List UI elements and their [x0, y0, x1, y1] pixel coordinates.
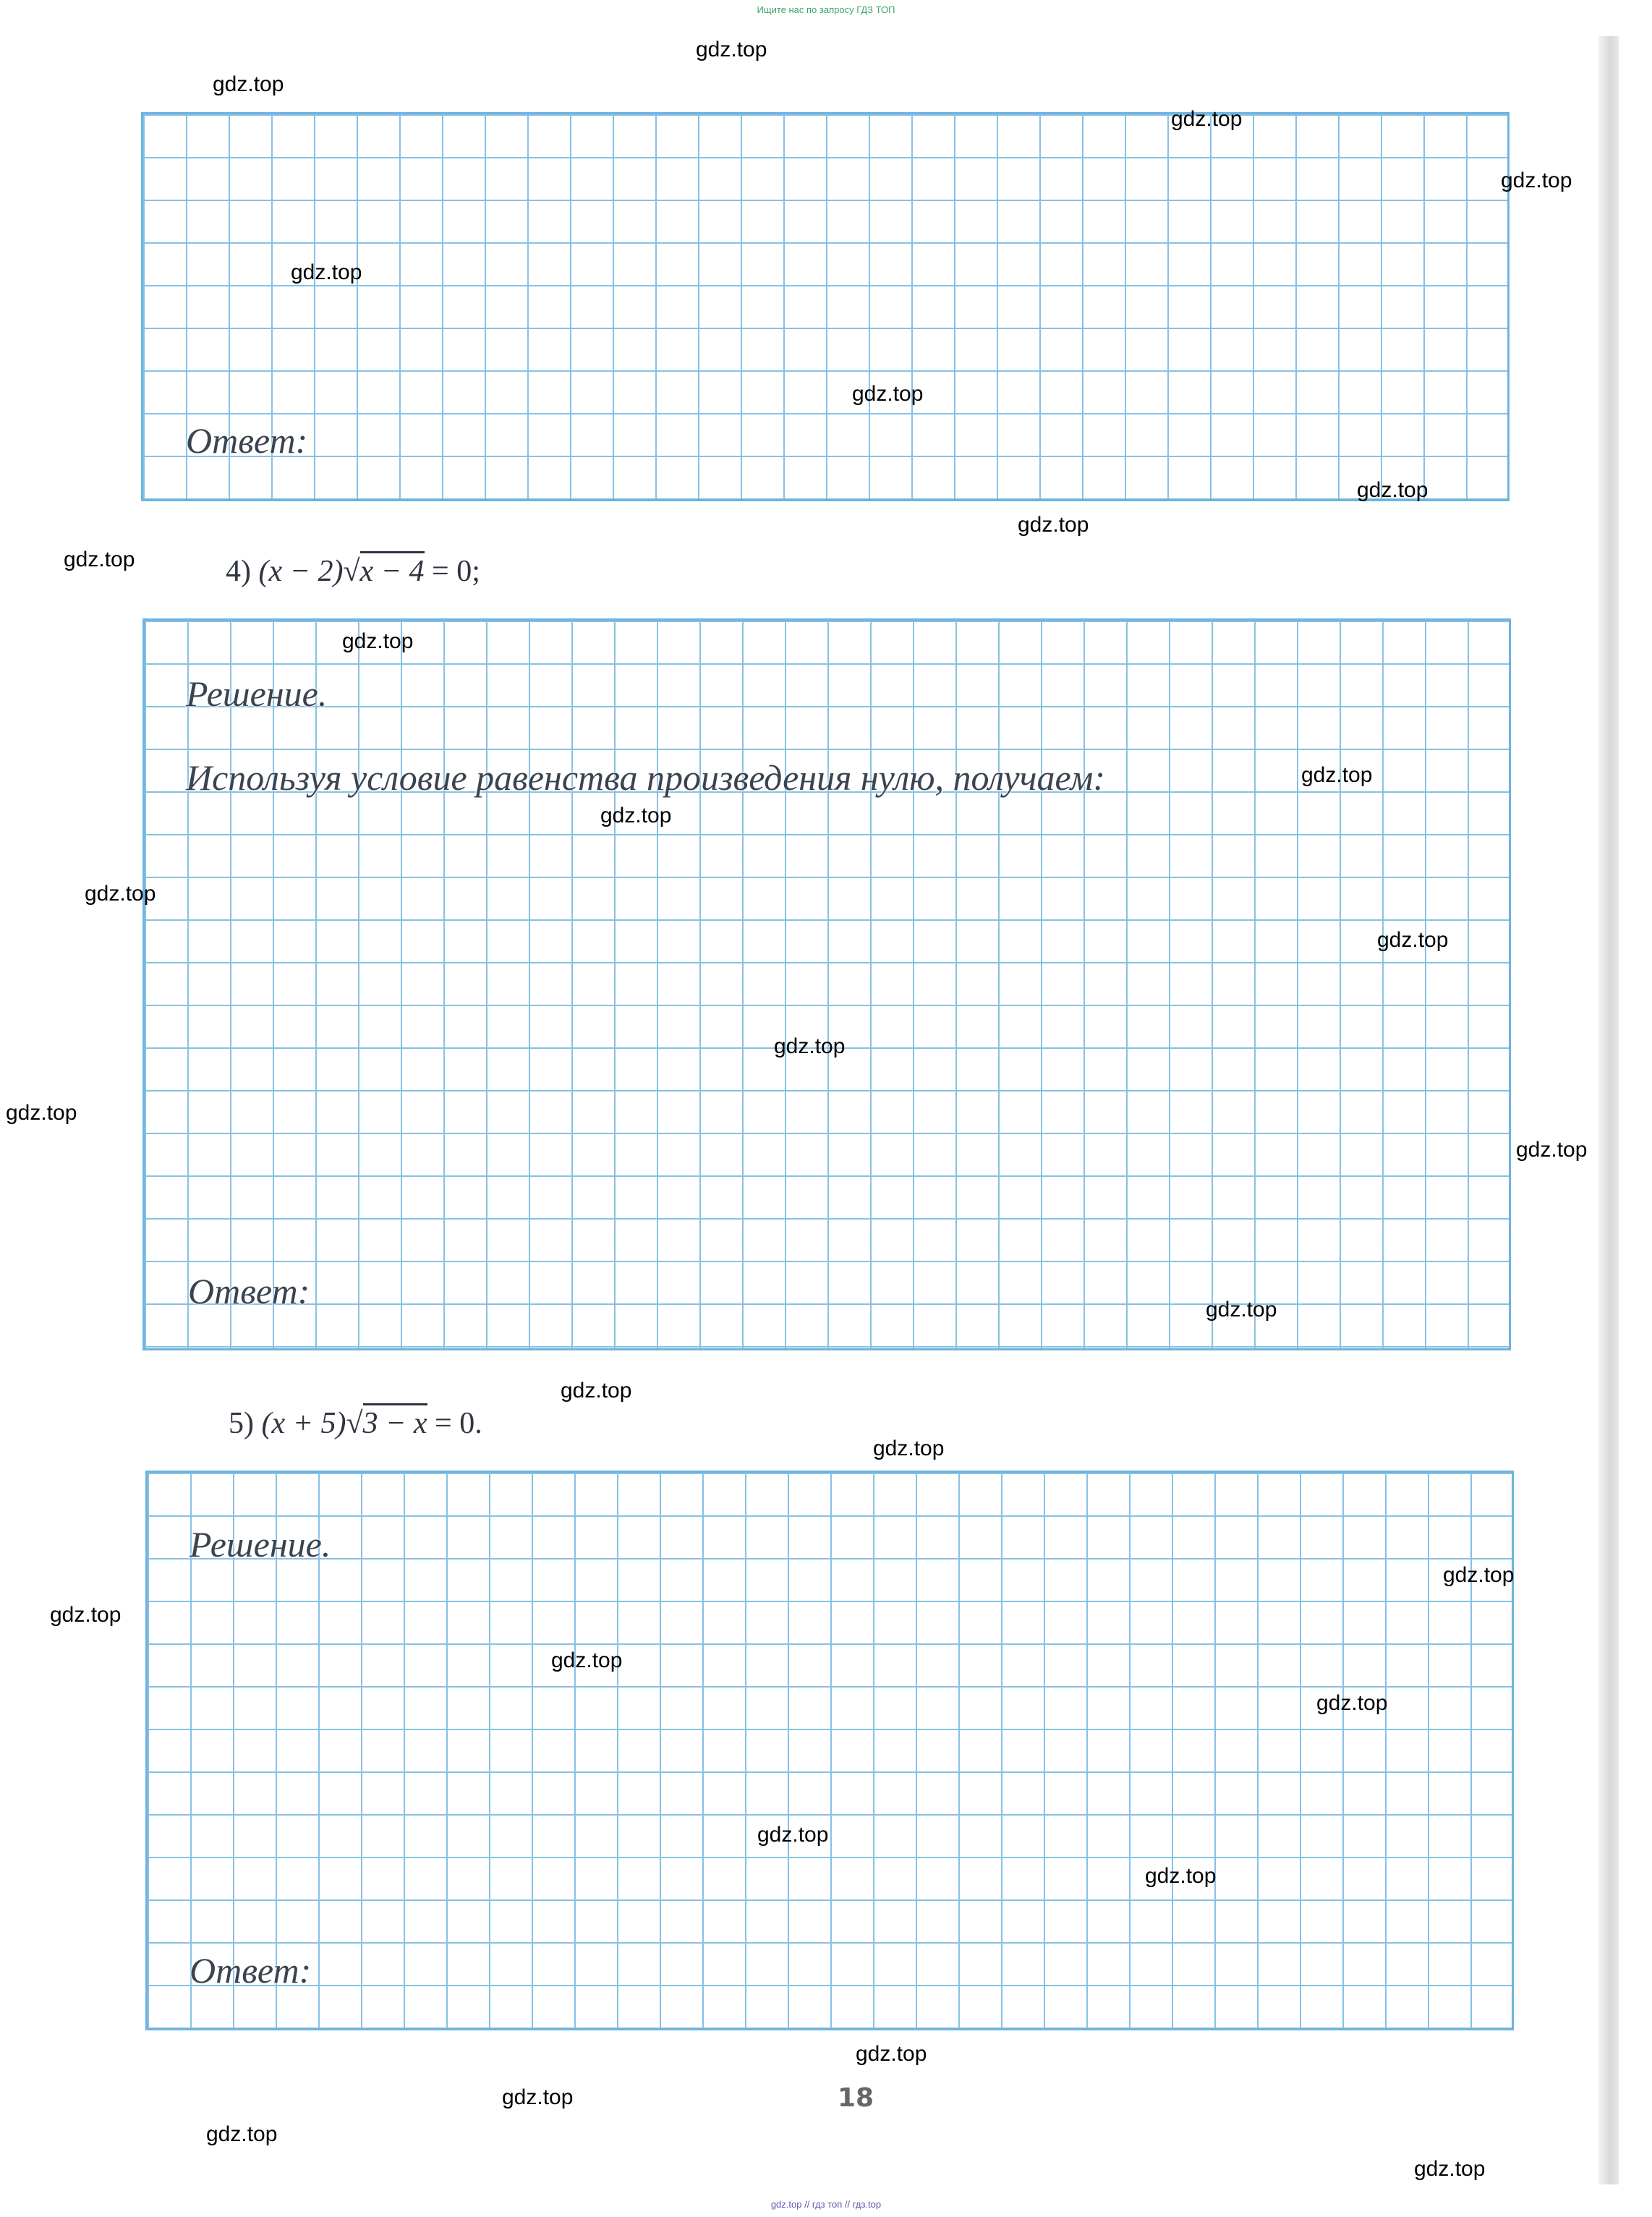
page-edge-shadow [1598, 36, 1619, 2184]
watermark: gdz.top [852, 382, 924, 406]
watermark: gdz.top [1516, 1138, 1588, 1162]
task-4-radical-sign: √ [343, 555, 360, 588]
watermark: gdz.top [206, 2122, 278, 2146]
task-4-equation [226, 554, 480, 589]
answer-label-2: Ответ: [188, 1271, 310, 1311]
task-4-number: 4) [226, 555, 251, 588]
watermark: gdz.top [856, 2042, 927, 2066]
task-5-number: 5) [229, 1407, 254, 1440]
watermark: gdz.top [600, 804, 672, 827]
solution-text-2: Используя условие равенства произведения нулю, получаем: [186, 757, 1105, 798]
watermark: gdz.top [213, 72, 284, 96]
solution-label-2: Решение. [186, 673, 328, 714]
watermark: gdz.top [1018, 513, 1089, 537]
watermark: gdz.top [1316, 1691, 1388, 1715]
task-5-suffix: = 0. [427, 1407, 482, 1440]
watermark: gdz.top [64, 548, 135, 571]
task-5-radical-sign: √ [346, 1407, 363, 1440]
task-4-radicand: x − 4 [360, 551, 425, 588]
watermark: gdz.top [1301, 763, 1373, 787]
page-number: 18 [838, 2083, 874, 2113]
watermark: gdz.top [561, 1379, 632, 1403]
watermark: gdz.top [1171, 107, 1243, 131]
watermark: gdz.top [873, 1437, 945, 1460]
task-5-radicand: 3 − x [363, 1403, 427, 1440]
watermark: gdz.top [502, 2085, 574, 2109]
watermark: gdz.top [774, 1034, 846, 1058]
task-4-suffix: = 0; [424, 555, 480, 588]
watermark: gdz.top [1501, 169, 1572, 192]
grid-area-3 [145, 1471, 1514, 2030]
solution-label-3: Решение. [190, 1524, 331, 1565]
watermark: gdz.top [50, 1603, 122, 1627]
watermark: gdz.top [696, 38, 767, 61]
grid-area-2 [142, 618, 1511, 1350]
task-5-equation [229, 1406, 482, 1441]
watermark: gdz.top [342, 629, 414, 653]
task-5-prefix: (x + 5) [261, 1407, 346, 1440]
answer-label-1: Ответ: [186, 420, 308, 461]
watermark: gdz.top [1377, 928, 1449, 952]
watermark: gdz.top [1206, 1298, 1277, 1322]
watermark: gdz.top [551, 1648, 623, 1672]
watermark: gdz.top [1145, 1864, 1217, 1888]
footer-note: gdz.top // гдз топ // гдз.top [770, 2199, 882, 2210]
header-note: Ищите нас по запросу ГДЗ ТОП [757, 4, 895, 15]
watermark: gdz.top [757, 1823, 829, 1847]
watermark: gdz.top [1443, 1563, 1515, 1587]
watermark: gdz.top [85, 882, 156, 906]
task-4-prefix: (x − 2) [258, 555, 344, 588]
watermark: gdz.top [291, 260, 362, 284]
watermark: gdz.top [6, 1101, 77, 1125]
watermark: gdz.top [1414, 2157, 1486, 2181]
watermark: gdz.top [1357, 478, 1429, 502]
answer-label-3: Ответ: [190, 1950, 312, 1991]
grid-area-1 [141, 112, 1510, 501]
